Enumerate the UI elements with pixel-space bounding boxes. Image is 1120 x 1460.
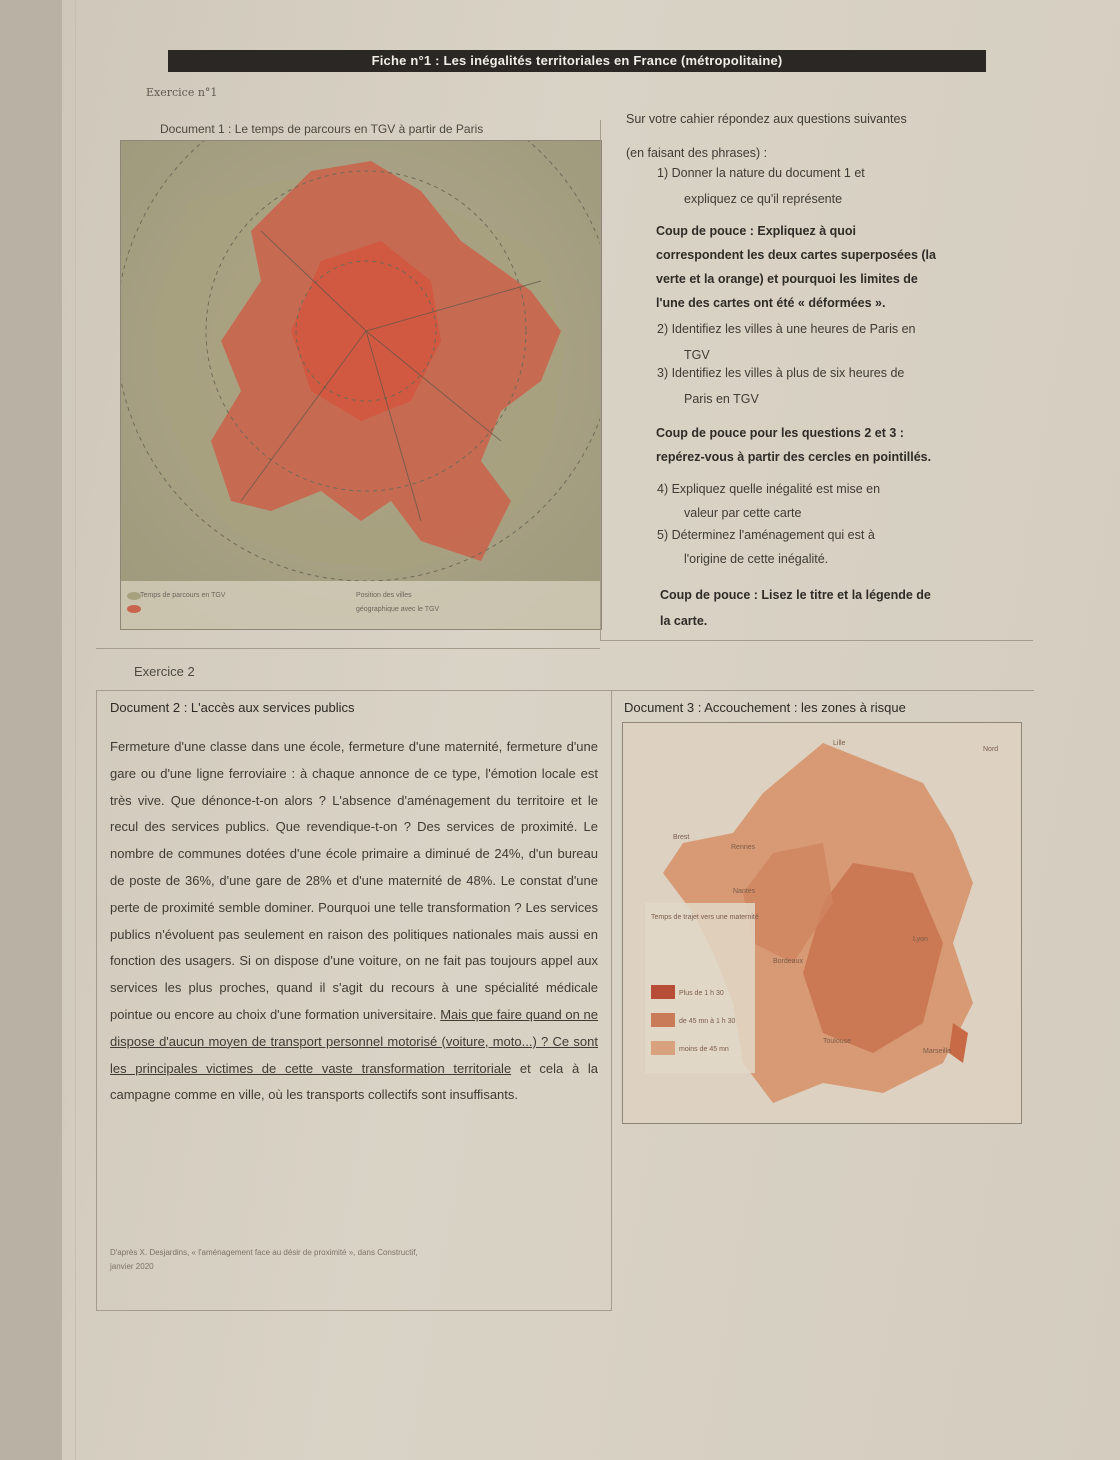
maternity-risk-map [622, 722, 1022, 1124]
map2-city-bordeaux: Bordeaux [773, 958, 803, 965]
legend-swatch-45-90 [651, 1013, 675, 1027]
legend-band [121, 581, 601, 629]
question1-line2: expliquez ce qu'il représente [684, 192, 843, 206]
hint1-line3: verte et la orange) et pourquoi les limites de [656, 272, 918, 286]
document2-title: Document 2 : L'accès aux services publics [110, 700, 355, 715]
worksheet-title: Fiche n°1 : Les inégalités territoriales en France (métropolitaine) [168, 50, 986, 72]
legend-swatch-geo [127, 592, 141, 600]
document1-caption: Document 1 : Le temps de parcours en TGV à partir de Paris [160, 122, 484, 136]
map2-legend-over-90: Plus de 1 h 30 [679, 990, 724, 997]
legend-swatch-tgv [127, 605, 141, 613]
tgv-travel-time-map [120, 140, 602, 630]
question3-line2: Paris en TGV [684, 392, 759, 406]
map2-legend-45-90: de 45 mn à 1 h 30 [679, 1018, 736, 1025]
document2-text-end: et cela à la campagne comme en ville, où les transports collectifs sont insuffisants. [110, 1060, 598, 1103]
hint1-line4: l'une des cartes ont été « déformées ». [656, 296, 886, 310]
legend-swatch-under-45 [651, 1041, 675, 1055]
legend-swatch-over-90 [651, 985, 675, 999]
map2-legend-under-45: moins de 45 mn [679, 1046, 729, 1053]
hint3-line1: Coup de pouce : Lisez le titre et la légende de [660, 588, 931, 602]
question5-line2: l'origine de cette inégalité. [684, 552, 829, 566]
question3-line1: 3) Identifiez les villes à plus de six heures de [657, 366, 905, 380]
document3-title: Document 3 : Accouchement : les zones à risque [624, 700, 906, 715]
exercise1-label: Exercice n°1 [146, 86, 218, 99]
map2-city-rennes: Rennes [731, 844, 756, 851]
document2-text [110, 734, 598, 1109]
hint1-line2: correspondent les deux cartes superposées (la [656, 248, 936, 262]
tgv-map-svg [121, 141, 601, 629]
intro-line1: Sur votre cahier répondez aux questions suivantes [626, 112, 907, 126]
hint2-line1: Coup de pouce pour les questions 2 et 3 : [656, 426, 904, 440]
maternity-map-svg [623, 723, 1021, 1123]
divider-line [96, 648, 600, 649]
map2-city-lyon: Lyon [913, 936, 928, 943]
document2-text-main: Fermeture d'une classe dans une école, fermeture d'une maternité, fermeture d'une gare ou d'une ligne ferroviaire : à chaque annonce de ce type, l'émotion locale est très vive. Que dénonce-t-on alors ? L'absence d'aménagement du territoire et le recul des services publics. Que revendique-t-on ? Des services de proximité. Le nombre de communes dotées d'une école primaire a diminué de 24%, d'un bureau de poste de 36%, d'une gare de 28% et d'une maternité de 48%. Le constat d'une perte de proximité semble dominer. Pourquoi une telle transformation ? Les services publics n'évoluent pas seulement en raison des politiques nationales mais aussi en fonction des usagers. Si on dispose d'une voiture, on ne fait pas toujours appel aux services les plus proches, quand il s'agit du recours à une spécialité médicale pointue ou encore au choix d'une formation universitaire. [110, 739, 598, 1022]
margin-line [75, 0, 76, 1460]
map1-legend-travel-time: Temps de parcours en TGV [140, 592, 226, 599]
source-line1: D'après X. Desjardins, « l'aménagement face au désir de proximité », dans Constructif, [110, 1248, 418, 1257]
question5-line1: 5) Déterminez l'aménagement qui est à [657, 528, 875, 542]
map2-city-toulouse: Toulouse [823, 1038, 852, 1045]
map2-city-brest: Brest [673, 834, 690, 841]
document2-source [110, 1246, 600, 1274]
intro-line2: (en faisant des phrases) : [626, 146, 768, 160]
map2-city-marseille: Marseille [923, 1048, 952, 1055]
question1-line1: 1) Donner la nature du document 1 et [657, 166, 865, 180]
hint1-line1: Coup de pouce : Expliquez à quoi [656, 224, 857, 238]
question4-line1: 4) Expliquez quelle inégalité est mise en [657, 482, 881, 496]
map1-legend-geo-tgv: géographique avec le TGV [356, 606, 440, 613]
map2-city-lille: Lille [833, 740, 846, 747]
map2-city-nantes: Nantes [733, 888, 756, 895]
map2-label-nord: Nord [983, 746, 999, 753]
map1-legend-city-position: Position des villes [356, 592, 412, 599]
hint3-line2: la carte. [660, 614, 708, 628]
source-line2: janvier 2020 [110, 1262, 154, 1271]
question2-line2: TGV [684, 348, 710, 362]
document2-text-underlined: Mais que faire quand on ne dispose d'aucun moyen de transport personnel motorisé (voiture, moto...) ? Ce sont les principales victimes de cette vaste transformation territoriale [110, 1006, 598, 1076]
exercise2-label: Exercice 2 [134, 664, 195, 679]
question4-line2: valeur par cette carte [684, 506, 802, 520]
map2-legend-title: Temps de trajet vers une maternité [651, 914, 759, 921]
hint2-line2: repérez-vous à partir des cercles en pointillés. [656, 450, 932, 464]
question2-line1: 2) Identifiez les villes à une heures de Paris en [657, 322, 916, 336]
